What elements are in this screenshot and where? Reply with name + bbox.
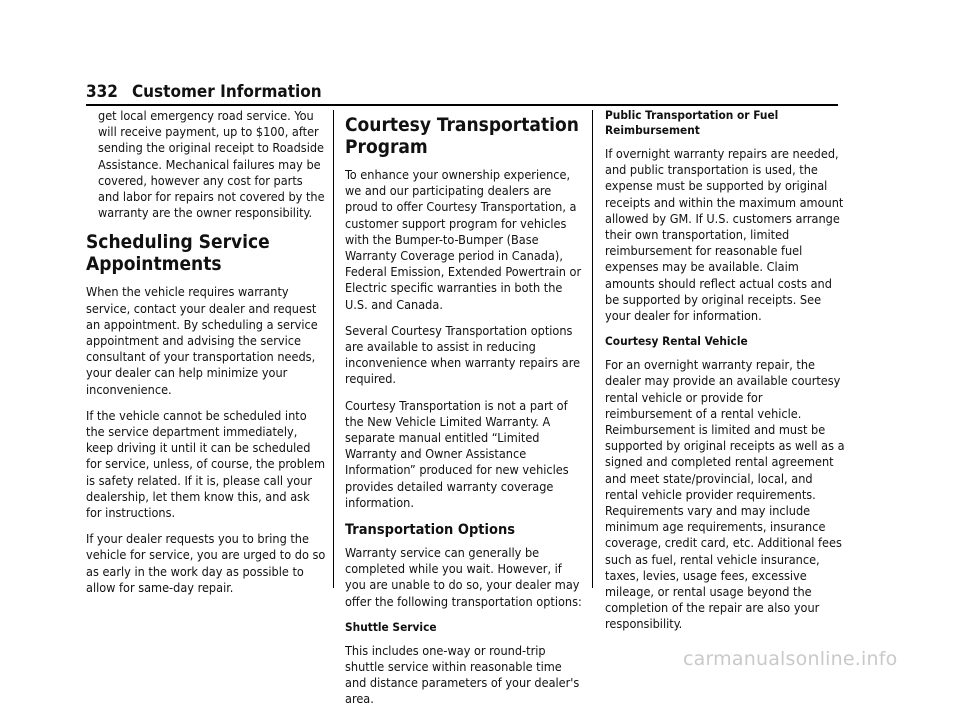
intro-paragraph: get local emergency road service. You will receive payment, up to $100, after sending the original receipt to Roadside Assistance. Mechanical failures may be covered, however any cost for parts and labor for repairs not covered by the warranty are the owner responsibility. [98, 108, 325, 221]
page-header [86, 82, 322, 102]
courtesy-paragraph-2: Several Courtesy Transportation options are available to assist in reducing inconvenience when warranty repairs are required. [345, 322, 581, 387]
column-right [605, 108, 845, 643]
column-divider-2 [592, 110, 593, 588]
scheduling-paragraph-3: If your dealer requests you to bring the vehicle for service, you are urged to do so as early in the work day as possible to allow for same-day repair. [86, 531, 326, 595]
heading-public-transportation: Public Transportation or Fuel Reimbursement [605, 108, 779, 137]
column-middle [345, 108, 585, 718]
rental-paragraph: For an overnight warranty repair, the dealer may provide an available courtesy rental vehicle or provide for reimbursement of a rental vehicle. Reimbursement is limited and must be supported by original receipts as well as a signed and completed rental agreement and meet state/provincial, local, and rental vehicle provider requirements. Requirements vary and may include minimum age requirements, insurance coverage, credit card, etc. Additional fees such as fuel, rental vehicle insurance, taxes, levies, usage fees, excessive mileage, or rental usage beyond the completion of the repair are also your responsibility. [605, 357, 845, 632]
heading-shuttle-service: Shuttle Service [345, 619, 437, 634]
courtesy-paragraph-3: Courtesy Transportation is not a part of the New Vehicle Limited Warranty. A separate manual entitled “Limited Warranty and Owner Assistance Information” produced for new vehicles provides detailed warranty coverage information. [345, 397, 569, 510]
shuttle-paragraph: This includes one-way or round-trip shuttle service within reasonable time and distance parameters of your dealer's area. [345, 642, 580, 707]
column-divider-1 [333, 110, 334, 588]
heading-courtesy-transportation-program: Courtesy Transportation Program [345, 114, 579, 158]
heading-scheduling-service-appointments: Scheduling Service Appointments [86, 231, 270, 276]
column-left [86, 108, 326, 606]
scheduling-paragraph-1: When the vehicle requires warranty service, contact your dealer and request an appointment. By scheduling a service appointment and advising the service consultant of your transportation needs, your dealer can help minimize your inconvenience. [86, 284, 318, 397]
public-transportation-paragraph: If overnight warranty repairs are needed, and public transportation is used, the expense must be supported by original receipts and within the maximum amount allowed by GM. If U.S. customers arrange their own transportation, limited reimbursement for reasonable fuel expenses may be available. Claim amounts should reflect actual costs and be supported by original receipts. See your dealer for information. [605, 146, 844, 324]
courtesy-paragraph-1: To enhance your ownership experience, we and our participating dealers are proud to offer Courtesy Transportation, a customer support program for vehicles with the Bumper-to-Bumper (Base Warranty Coverage period in Canada), Federal Emission, Extended Powertrain or Electric specific warranties in both the U.S. and Canada. [345, 167, 582, 312]
header-rule [86, 104, 838, 106]
section-title: Customer Information [131, 82, 322, 102]
scheduling-paragraph-2: If the vehicle cannot be scheduled into the service department immediately, keep driving it until it can be scheduled for service, unless, of course, the problem is safety related. If it is, please call your dealership, let them know this, and ask for instructions. [86, 407, 326, 521]
heading-transportation-options: Transportation Options [345, 522, 516, 539]
page-number: 332 [86, 82, 118, 102]
heading-courtesy-rental-vehicle: Courtesy Rental Vehicle [605, 334, 748, 349]
watermark: carmanualsonline.info [683, 648, 898, 670]
options-paragraph: Warranty service can generally be completed while you wait. However, if you are unable to do so, your dealer may offer the following transportation options: [345, 545, 582, 609]
